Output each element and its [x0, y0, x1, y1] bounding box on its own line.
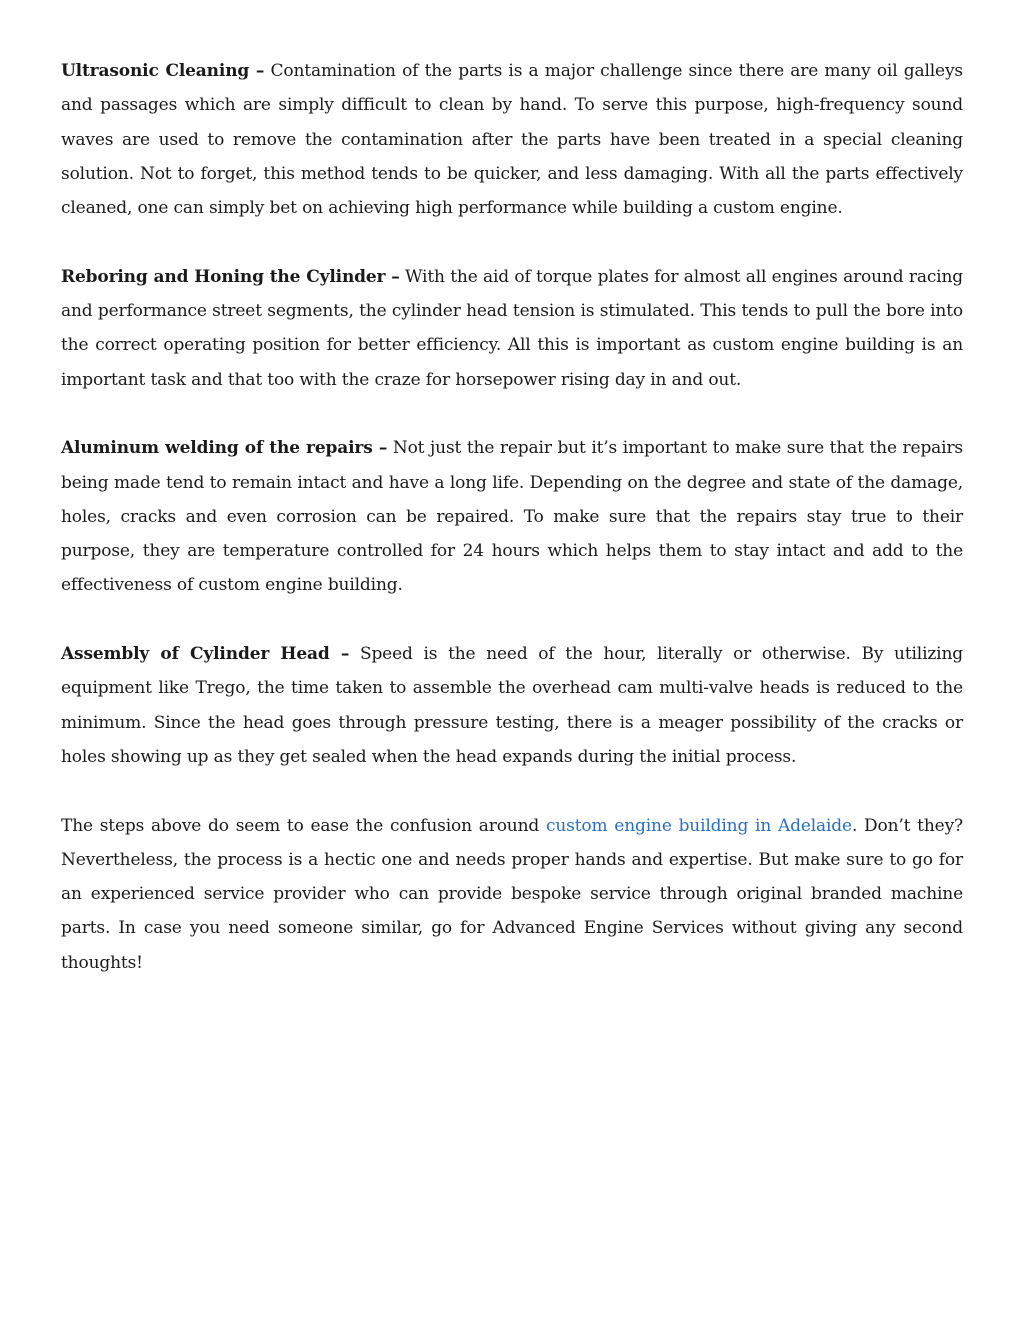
section-ultrasonic-cleaning [61, 54, 963, 225]
section-body: Not just the repair but it’s important to make sure that the repairs being made tend to remain intact and have a long life. Depending on the degree and state of the damage, holes, cracks and even corrosion can be repaired. To make sure that the repairs stay true to their purpose, they are temperature controlled for 24 hours which helps them to stay intact and add to the effectiveness of custom engine building. [61, 438, 963, 596]
section-body: Speed is the need of the hour, literally or otherwise. By utilizing equipment like Trego, the time taken to assemble the overhead cam multi-valve heads is reduced to the minimum. Since the head goes through pressure testing, there is a meager possibility of the cracks or holes showing up as they get sealed when the head expands during the initial process. [61, 644, 963, 767]
document-page [61, 54, 963, 1014]
conclusion-rest: . Don’t they? Nevertheless, the process is a hectic one and needs proper hands and expertise. But make sure to go for an experienced service provider who can provide bespoke service through original branded machine parts. In case you need someone similar, go for Advanced Engine Services without giving any second thoughts! [61, 815, 963, 973]
conclusion-intro: The steps above do seem to ease the confusion around [61, 815, 540, 836]
conclusion-paragraph [61, 809, 963, 980]
section-heading: Aluminum welding of the repairs – [61, 438, 388, 459]
section-body: With the aid of torque plates for almost all engines around racing and performance street segments, the cylinder head tension is stimulated. This tends to pull the bore into the correct operating position for better efficiency. All this is important as custom engine building is an important task and that too with the craze for horsepower rising day in and out. [61, 266, 964, 390]
section-body: Contamination of the parts is a major challenge since there are many oil galleys and passages which are simply difficult to clean by hand. To serve this purpose, high-frequency sound waves are used to remove the contamination after the parts have been treated in a special cleaning solution. Not to forget, this method tends to be quicker, and less damaging. With all the parts effectively cleaned, one can simply bet on achieving high performance while building a custom engine. [61, 61, 963, 219]
section-heading: Reboring and Honing the Cylinder – [61, 266, 400, 287]
section-heading: Assembly of Cylinder Head – [61, 644, 350, 665]
custom-engine-building-link[interactable]: custom engine building in Adelaide [545, 815, 852, 836]
section-cylinder-head-assembly [61, 637, 963, 774]
section-reboring-honing [61, 260, 963, 397]
section-heading: Ultrasonic Cleaning – [61, 61, 265, 81]
section-aluminum-welding [61, 431, 963, 602]
